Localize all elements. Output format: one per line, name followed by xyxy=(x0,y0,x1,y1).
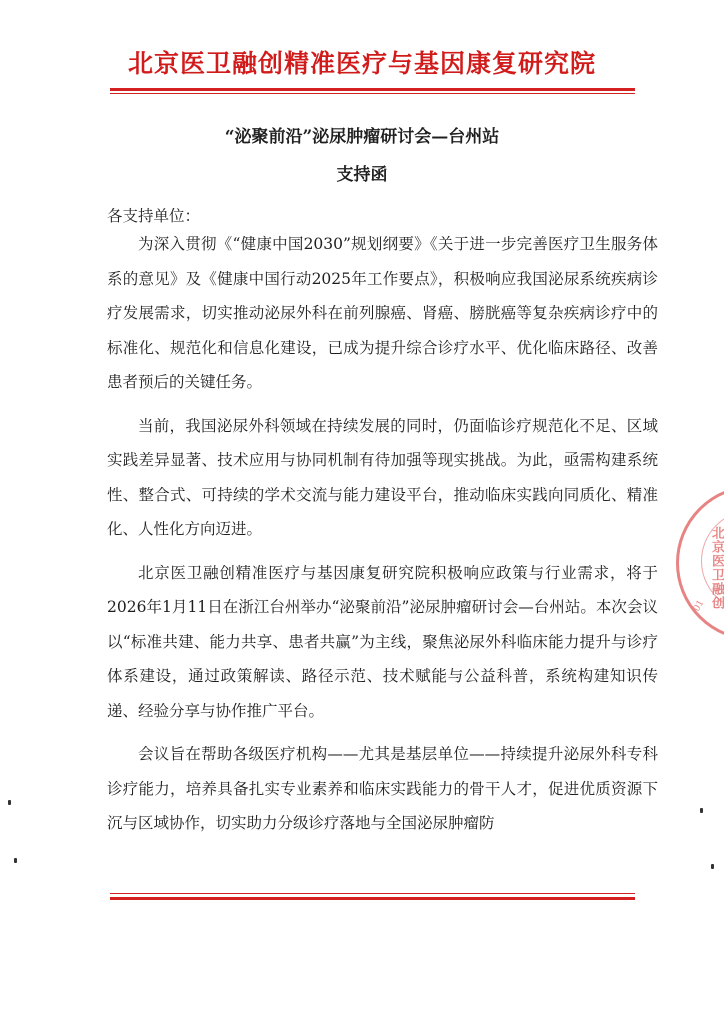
org-header-title: 北京医卫融创精准医疗与基因康复研究院 xyxy=(127,49,596,78)
body-paragraph: 会议旨在帮助各级医疗机构——尤其是基层单位——持续提升泌尿外科专科诊疗能力，培养具备扎实专业素养和临床实践能力的骨干人才，促进优质资源下沉与区域协作，切实助力分级诊疗落地与全国泌尿肿瘤防 xyxy=(107,745,658,832)
body-paragraph: 为深入贯彻《“健康中国2030”规划纲要》《关于进一步完善医疗卫生服务体系的意见》及《健康中国行动2025年工作要点》，积极响应我国泌尿系统疾病诊疗发展需求，切实推动泌尿外科在前列腺癌、肾癌、膀胱癌等复杂疾病诊疗中的标准化、规范化和信息化建设，已成为提升综合诊疗水平、优化临床路径、改善患者预后的关键任务。 xyxy=(107,235,658,391)
header-rule-thick xyxy=(110,88,635,91)
seal-number: 1101 xyxy=(686,598,707,624)
scan-speck xyxy=(14,858,17,863)
scan-speck xyxy=(711,864,714,869)
body-paragraph: 北京医卫融创精准医疗与基因康复研究院积极响应政策与行业需求，将于2026年1月11日在浙江台州举办“泌聚前沿”泌尿肿瘤研讨会—台州站。本次会议以“标准共建、能力共享、患者共赢”为主线，聚焦泌尿外科临床能力提升与诊疗体系建设，通过政策解读、路径示范、技术赋能与公益科普，系统构建知识传递、经验分享与协作推广平台。 xyxy=(107,563,658,720)
salutation: 各支持单位： xyxy=(107,207,201,225)
official-seal-stamp xyxy=(676,485,724,641)
document-subtitle: 支持函 xyxy=(336,165,388,185)
footer-rule-thin xyxy=(110,893,635,894)
letter-body xyxy=(107,227,658,850)
seal-text: 北京医卫融创 xyxy=(709,526,724,610)
scan-speck xyxy=(700,808,703,813)
scan-speck xyxy=(8,800,11,805)
document-title: “泌聚前沿”泌尿肿瘤研讨会—台州站 xyxy=(224,127,500,147)
body-paragraph: 当前，我国泌尿外科领域在持续发展的同时，仍面临诊疗规范化不足、区域实践差异显著、技术应用与协同机制有待加强等现实挑战。为此，亟需构建系统性、整合式、可持续的学术交流与能力建设平台，推动临床实践向同质化、精准化、人性化方向迈进。 xyxy=(107,416,658,538)
header-rule-thin xyxy=(110,93,635,94)
footer-rule-thick xyxy=(110,897,635,900)
